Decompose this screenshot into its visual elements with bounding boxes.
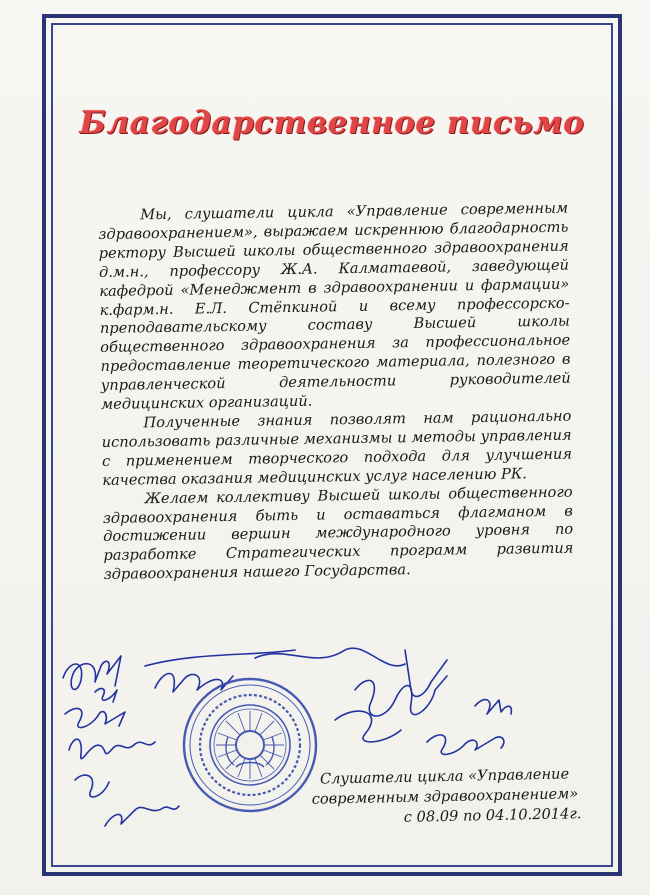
signature-12	[475, 700, 511, 714]
paragraph-2: Полученные знания позволят нам рационально использовать различные механизмы и методы управления с применением творческого подхода для улучшения качества оказания медицинских услуг населению РК.	[101, 407, 573, 489]
signature-6	[105, 806, 179, 826]
letter-title: Благодарственное письмо	[79, 105, 585, 141]
letter-body	[98, 200, 574, 585]
signature-4	[69, 739, 155, 759]
signature-block	[304, 764, 585, 830]
paragraph-1: Мы, слушатели цикла «Управление современным здравоохранением», выражаем искреннюю благодарность ректору Высшей школы общественного здравоохранения д.м.н., профессору Ж.А. Калматаевой, заведующей кафедрой «Менеджмент в здравоохранении и фармации» к.фарм.н. Е.Л. Стёпкиной и всему профессорско-преподавательскому составу Высшей школы общественного здравоохранения за профессиональное предоставление теоретического материала, полезного в управленческой деятельности руководителей медицинских организаций.	[98, 199, 571, 414]
signature-9	[255, 648, 405, 666]
signature-8	[145, 650, 295, 666]
signature-2	[95, 689, 117, 702]
signature-10	[355, 676, 447, 716]
signature-14	[335, 711, 401, 742]
signature-line-2: современным здравоохранением»	[311, 785, 579, 808]
signature-line-1: Слушатели цикла «Управление	[319, 765, 570, 788]
signature-3	[65, 708, 125, 727]
signature-1	[63, 656, 121, 689]
signature-dates: с 08.09 по 04.10.2014г.	[403, 805, 582, 826]
signature-5	[75, 775, 109, 797]
paragraph-3: Желаем коллективу Высшей школы общественного здравоохранения быть и оставаться флагманом в достижении вершин международного уровня по разработке Стратегических программ развития здравоохранения нашего Государства.	[102, 483, 574, 584]
official-seal	[180, 675, 320, 815]
signature-11	[405, 650, 447, 696]
signature-13	[427, 735, 504, 755]
